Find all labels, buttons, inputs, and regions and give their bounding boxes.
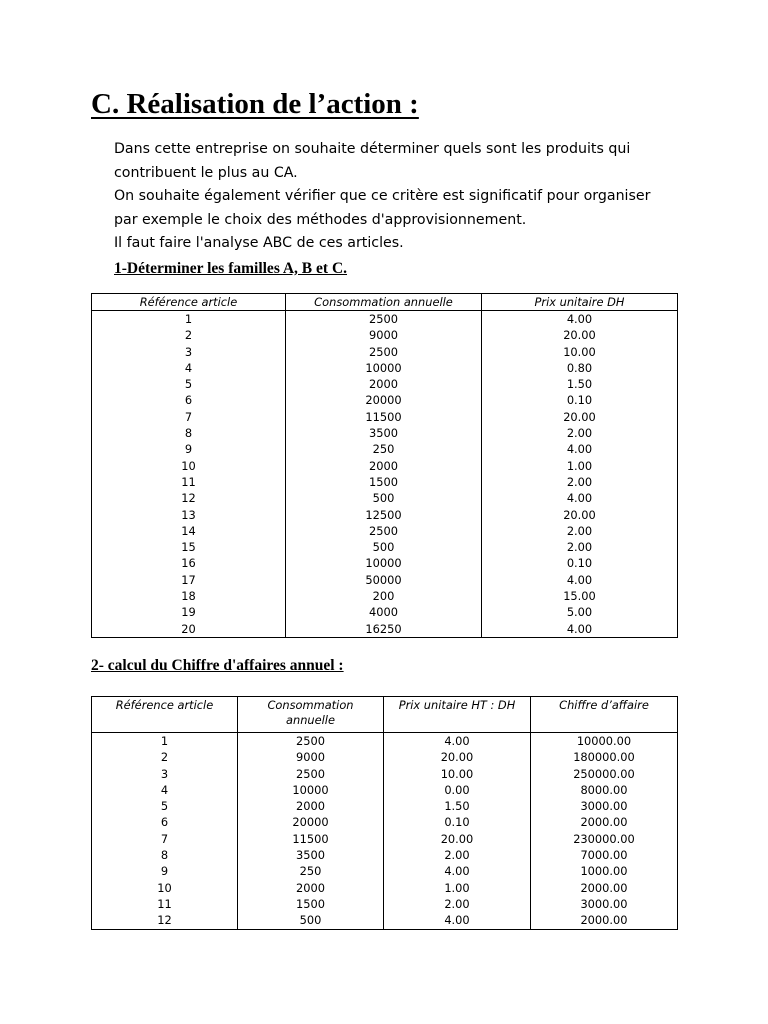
table-cell-consumption: 9000 — [238, 749, 384, 765]
table-cell-unit-price: 1.00 — [384, 880, 531, 896]
table-cell-reference: 4 — [92, 782, 238, 798]
table-cell-consumption: 10000 — [286, 360, 482, 376]
table-cell-consumption: 20000 — [286, 392, 482, 408]
table-cell-reference: 3 — [92, 344, 286, 360]
column-header-reference: Référence article — [92, 294, 286, 311]
table-cell-consumption: 2500 — [238, 733, 384, 750]
table-cell-unit-price: 2.00 — [482, 474, 678, 490]
table-row — [92, 588, 678, 604]
page-title: C. Réalisation de l’action : — [91, 88, 419, 120]
table-row — [92, 344, 678, 360]
column-header-reference: Référence article — [92, 697, 238, 733]
table-cell-consumption: 2500 — [286, 311, 482, 328]
table-cell-reference: 5 — [92, 376, 286, 392]
table-cell-reference: 8 — [92, 425, 286, 441]
table-row — [92, 490, 678, 506]
table-cell-consumption: 2000 — [286, 376, 482, 392]
table-row — [92, 392, 678, 408]
table-cell-revenue: 2000.00 — [531, 814, 678, 830]
revenue-table — [91, 696, 678, 930]
table-cell-consumption: 10000 — [238, 782, 384, 798]
table-cell-unit-price: 4.00 — [384, 912, 531, 929]
table-header-row — [92, 697, 678, 733]
column-header-consumption: Consommation annuelle — [238, 697, 384, 733]
intro-line: contribuent le plus au CA. — [114, 164, 298, 181]
table-row — [92, 621, 678, 638]
articles-table — [91, 293, 678, 638]
table-cell-reference: 2 — [92, 749, 238, 765]
table-row — [92, 458, 678, 474]
intro-line: par exemple le choix des méthodes d'approvisionnement. — [114, 211, 527, 228]
intro-line: Il faut faire l'analyse ABC de ces articles. — [114, 235, 404, 252]
column-header-revenue: Chiffre d’affaire — [531, 697, 678, 733]
table-row — [92, 749, 678, 765]
table-cell-reference: 4 — [92, 360, 286, 376]
table-cell-consumption: 250 — [286, 441, 482, 457]
table-cell-reference: 10 — [92, 880, 238, 896]
table-cell-unit-price: 20.00 — [482, 409, 678, 425]
table-cell-consumption: 200 — [286, 588, 482, 604]
table-cell-consumption: 20000 — [238, 814, 384, 830]
table-row — [92, 880, 678, 896]
table-cell-unit-price: 1.00 — [482, 458, 678, 474]
table-row — [92, 555, 678, 571]
intro-paragraph — [114, 138, 694, 256]
table-cell-reference: 12 — [92, 490, 286, 506]
table-row — [92, 896, 678, 912]
table-cell-consumption: 50000 — [286, 572, 482, 588]
table-row — [92, 507, 678, 523]
table-cell-reference: 3 — [92, 766, 238, 782]
table-header-row — [92, 294, 678, 311]
table-cell-reference: 15 — [92, 539, 286, 555]
table-cell-consumption: 1500 — [238, 896, 384, 912]
table-cell-unit-price: 4.00 — [482, 572, 678, 588]
table-cell-reference: 7 — [92, 831, 238, 847]
table-cell-consumption: 11500 — [286, 409, 482, 425]
table-cell-unit-price: 2.00 — [482, 539, 678, 555]
table-cell-consumption: 3500 — [238, 847, 384, 863]
table-cell-consumption: 2000 — [286, 458, 482, 474]
table-cell-consumption: 12500 — [286, 507, 482, 523]
table-cell-consumption: 2000 — [238, 798, 384, 814]
table-cell-reference: 16 — [92, 555, 286, 571]
table-cell-consumption: 2500 — [286, 523, 482, 539]
table-body — [92, 733, 678, 930]
table-cell-revenue: 1000.00 — [531, 863, 678, 879]
table-row — [92, 474, 678, 490]
table-cell-reference: 12 — [92, 912, 238, 929]
table-cell-consumption: 500 — [238, 912, 384, 929]
table-cell-revenue: 2000.00 — [531, 880, 678, 896]
table-cell-reference: 19 — [92, 604, 286, 620]
table-cell-unit-price: 10.00 — [482, 344, 678, 360]
table-cell-unit-price: 0.80 — [482, 360, 678, 376]
table-cell-unit-price: 0.00 — [384, 782, 531, 798]
table-cell-unit-price: 4.00 — [482, 621, 678, 638]
table-cell-consumption: 3500 — [286, 425, 482, 441]
table-cell-reference: 11 — [92, 474, 286, 490]
table-cell-consumption: 16250 — [286, 621, 482, 638]
table-cell-consumption: 11500 — [238, 831, 384, 847]
table-cell-reference: 14 — [92, 523, 286, 539]
table-cell-unit-price: 2.00 — [482, 523, 678, 539]
table-row — [92, 766, 678, 782]
table-cell-unit-price: 4.00 — [482, 311, 678, 328]
table-row — [92, 863, 678, 879]
table-cell-unit-price: 4.00 — [384, 863, 531, 879]
table-row — [92, 441, 678, 457]
table-cell-consumption: 2500 — [286, 344, 482, 360]
table-cell-revenue: 180000.00 — [531, 749, 678, 765]
table-cell-reference: 8 — [92, 847, 238, 863]
column-header-consumption: Consommation annuelle — [286, 294, 482, 311]
table-body — [92, 311, 678, 638]
table-cell-revenue: 2000.00 — [531, 912, 678, 929]
table-cell-unit-price: 20.00 — [384, 831, 531, 847]
table-row — [92, 831, 678, 847]
table-cell-revenue: 230000.00 — [531, 831, 678, 847]
table-cell-consumption: 2000 — [238, 880, 384, 896]
table-cell-revenue: 7000.00 — [531, 847, 678, 863]
table-cell-unit-price: 20.00 — [384, 749, 531, 765]
table-row — [92, 604, 678, 620]
table-cell-unit-price: 0.10 — [482, 392, 678, 408]
table-cell-unit-price: 0.10 — [384, 814, 531, 830]
intro-line: Dans cette entreprise on souhaite déterminer quels sont les produits qui — [114, 141, 631, 157]
table-row — [92, 539, 678, 555]
table-cell-revenue: 10000.00 — [531, 733, 678, 750]
table-row — [92, 311, 678, 328]
table-cell-consumption: 9000 — [286, 327, 482, 343]
table-cell-revenue: 8000.00 — [531, 782, 678, 798]
table-row — [92, 327, 678, 343]
table-cell-reference: 5 — [92, 798, 238, 814]
table-row — [92, 912, 678, 929]
table-row — [92, 360, 678, 376]
table-cell-reference: 1 — [92, 733, 238, 750]
table-cell-consumption: 10000 — [286, 555, 482, 571]
table-cell-unit-price: 15.00 — [482, 588, 678, 604]
table-cell-consumption: 2500 — [238, 766, 384, 782]
table-cell-reference: 7 — [92, 409, 286, 425]
table-row — [92, 376, 678, 392]
table-cell-unit-price: 2.00 — [384, 896, 531, 912]
table-row — [92, 523, 678, 539]
table-cell-consumption: 500 — [286, 539, 482, 555]
table-cell-unit-price: 1.50 — [384, 798, 531, 814]
table-cell-unit-price: 4.00 — [482, 441, 678, 457]
table-row — [92, 782, 678, 798]
table-cell-unit-price: 10.00 — [384, 766, 531, 782]
table-cell-unit-price: 20.00 — [482, 507, 678, 523]
table-row — [92, 425, 678, 441]
column-header-unit-price: Prix unitaire DH — [482, 294, 678, 311]
table-cell-revenue: 3000.00 — [531, 896, 678, 912]
table-row — [92, 798, 678, 814]
table-cell-consumption: 250 — [238, 863, 384, 879]
table-cell-consumption: 4000 — [286, 604, 482, 620]
table-cell-consumption: 500 — [286, 490, 482, 506]
table-cell-unit-price: 4.00 — [482, 490, 678, 506]
table-cell-unit-price: 20.00 — [482, 327, 678, 343]
table-cell-reference: 11 — [92, 896, 238, 912]
section-1-heading: 1-Déterminer les familles A, B et C. — [114, 260, 348, 277]
table-cell-consumption: 1500 — [286, 474, 482, 490]
table-cell-revenue: 3000.00 — [531, 798, 678, 814]
table-row — [92, 733, 678, 750]
intro-line: On souhaite également vérifier que ce critère est significatif pour organiser — [114, 188, 651, 205]
table-cell-revenue: 250000.00 — [531, 766, 678, 782]
table-row — [92, 572, 678, 588]
table-cell-reference: 20 — [92, 621, 286, 638]
table-cell-reference: 9 — [92, 863, 238, 879]
table-cell-unit-price: 4.00 — [384, 733, 531, 750]
table-row — [92, 847, 678, 863]
column-header-unit-price: Prix unitaire HT : DH — [384, 697, 531, 733]
table-cell-unit-price: 1.50 — [482, 376, 678, 392]
table-cell-reference: 13 — [92, 507, 286, 523]
table-cell-reference: 10 — [92, 458, 286, 474]
table-cell-reference: 18 — [92, 588, 286, 604]
table-cell-reference: 9 — [92, 441, 286, 457]
table-cell-reference: 6 — [92, 814, 238, 830]
table-cell-reference: 6 — [92, 392, 286, 408]
table-row — [92, 814, 678, 830]
table-cell-reference: 17 — [92, 572, 286, 588]
section-2-heading: 2- calcul du Chiffre d'affaires annuel : — [91, 657, 344, 674]
table-cell-unit-price: 2.00 — [384, 847, 531, 863]
table-row — [92, 409, 678, 425]
table-cell-unit-price: 0.10 — [482, 555, 678, 571]
table-cell-unit-price: 2.00 — [482, 425, 678, 441]
table-cell-reference: 2 — [92, 327, 286, 343]
table-cell-reference: 1 — [92, 311, 286, 328]
table-cell-unit-price: 5.00 — [482, 604, 678, 620]
